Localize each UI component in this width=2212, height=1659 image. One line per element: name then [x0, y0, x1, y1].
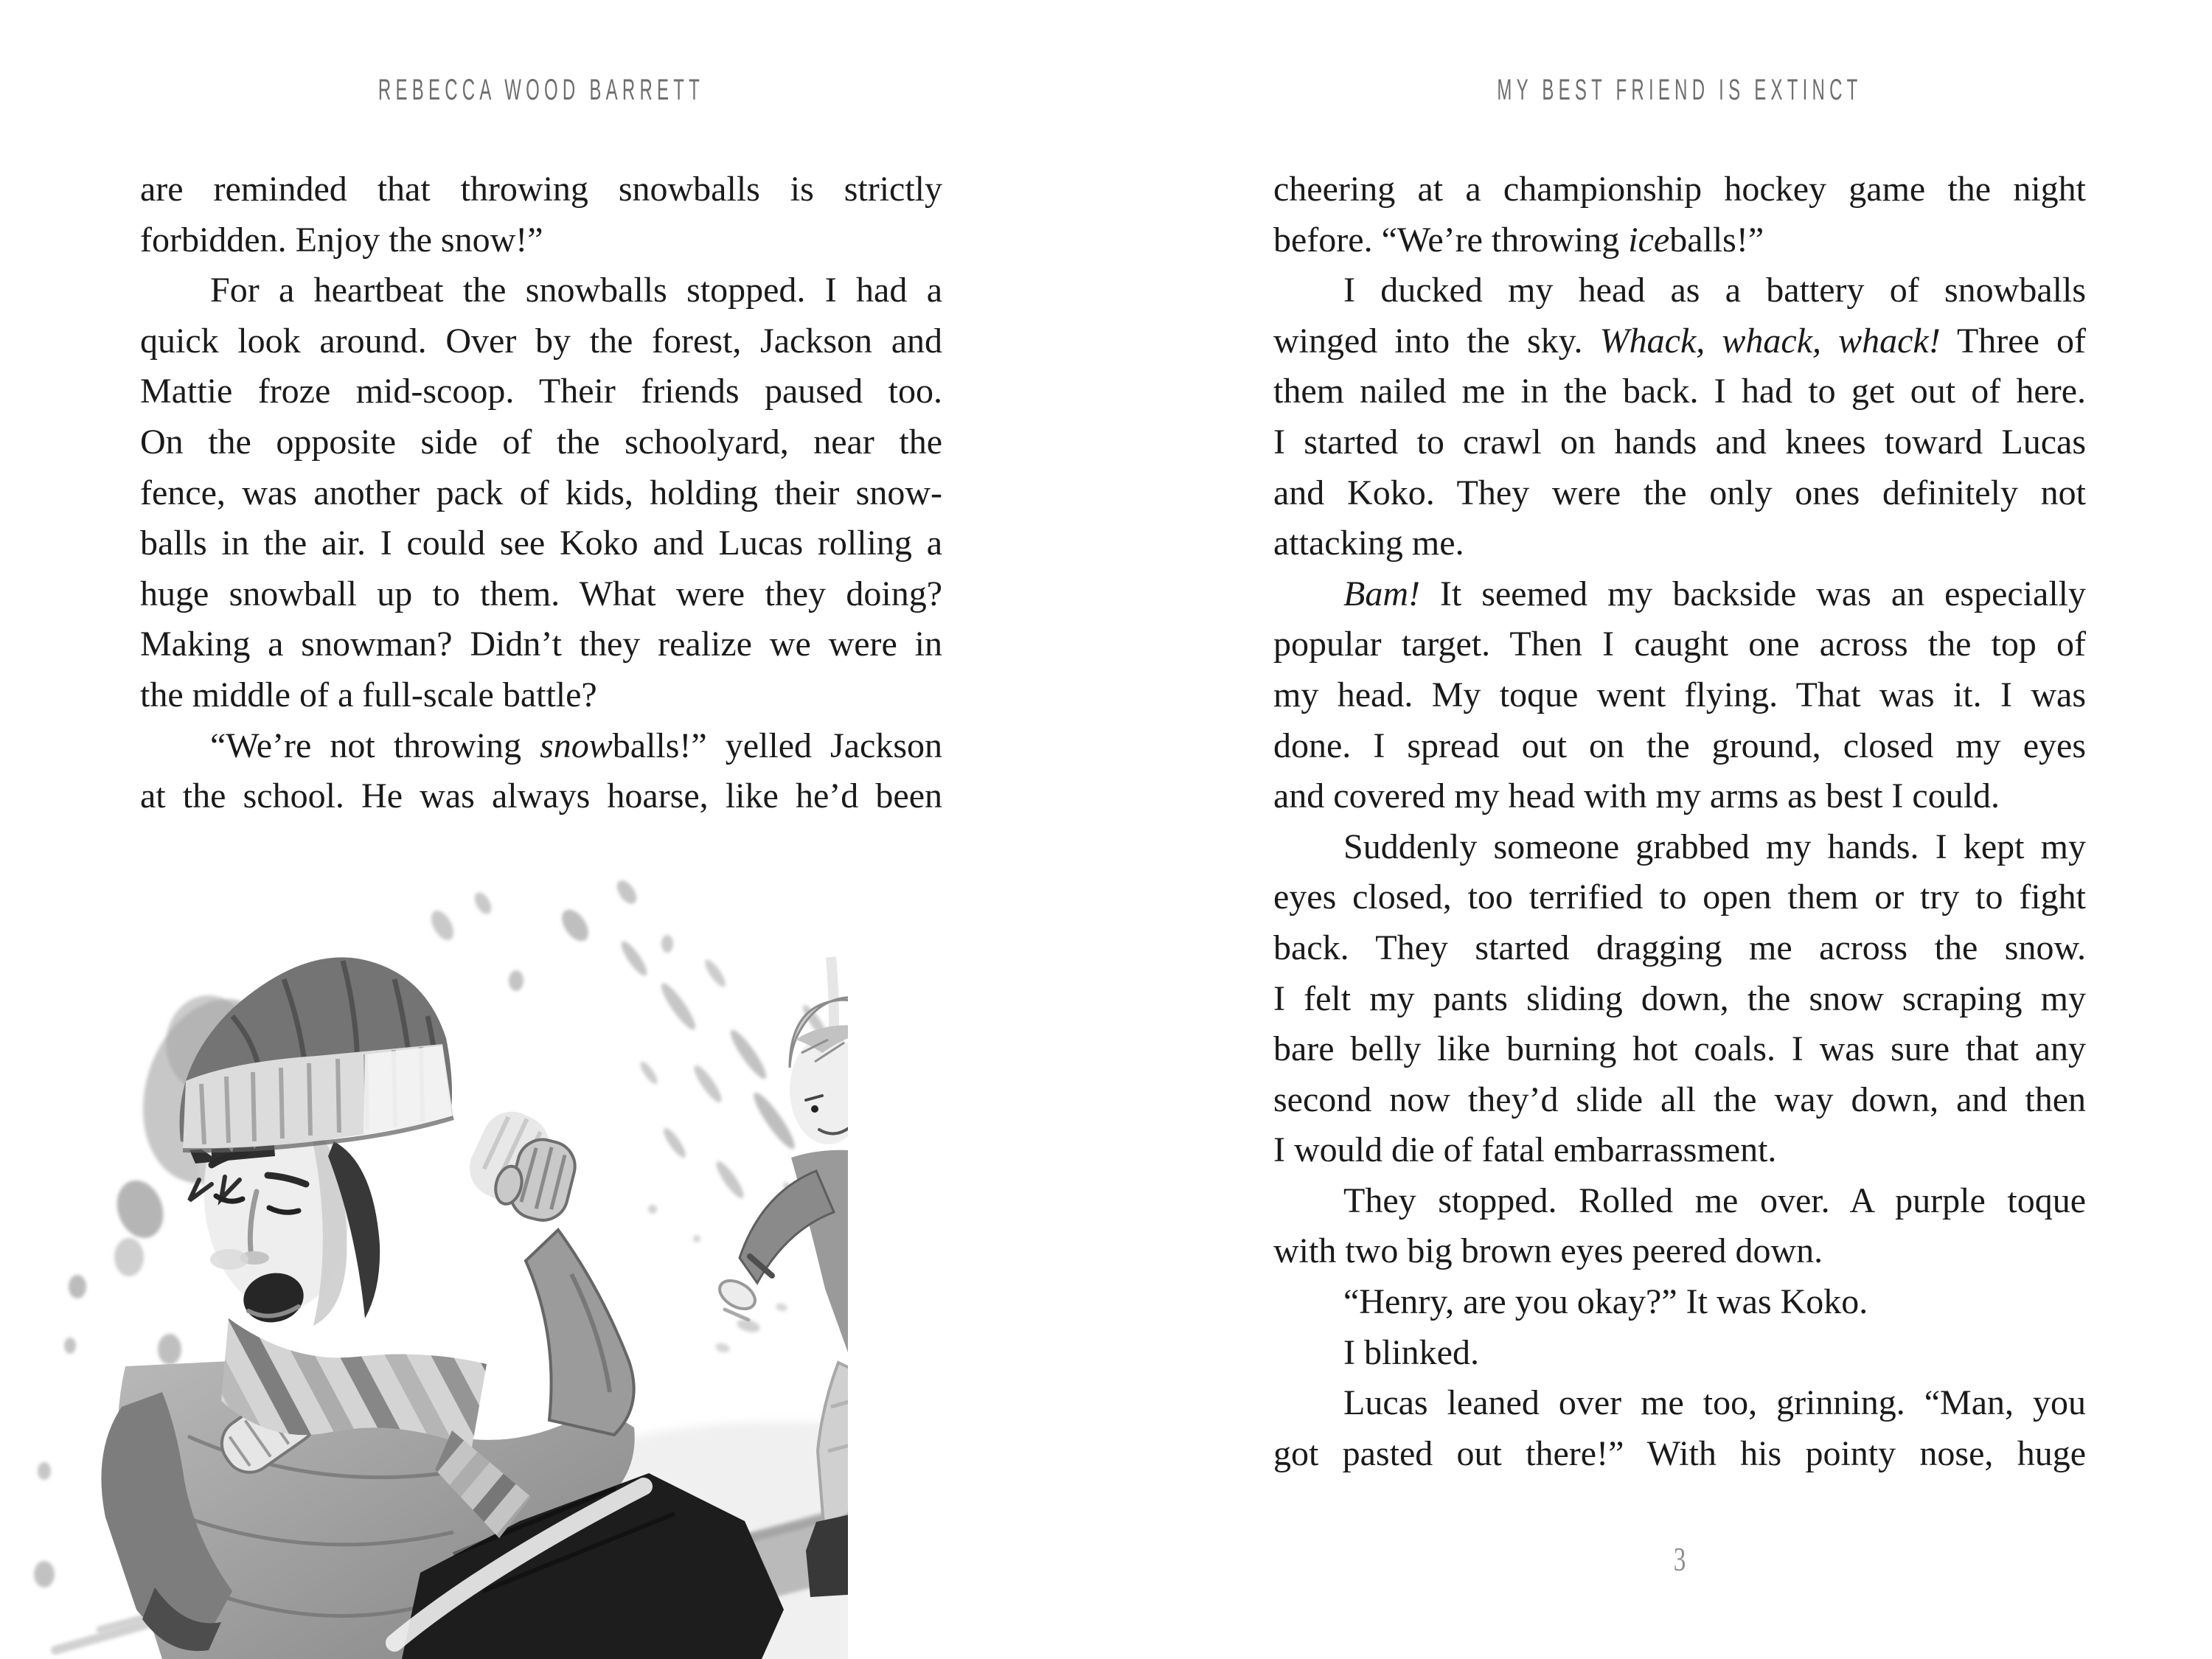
kid-a-front-leg — [818, 1363, 848, 1525]
text-line: attacking me. — [1273, 524, 1464, 563]
text-line: balls in the air. I could see Koko and Lucas rolling a — [140, 524, 942, 563]
text-line: bare belly like burning hot coals. I was sure that any — [1273, 1029, 2086, 1069]
text-line: and Koko. They were the only ones definitely not — [1273, 473, 2086, 512]
text-line: at the school. He was always hoarse, like he’d been — [140, 776, 942, 816]
left-page-text-column — [140, 164, 942, 822]
snowball-fight-illustration — [11, 846, 848, 1659]
text-line: Suddenly someone grabbed my hands. I kept my — [1343, 827, 2086, 866]
text-line: got pasted out there!” With his pointy nose, huge — [1273, 1433, 2086, 1473]
page-number: 3 — [1673, 1540, 1686, 1578]
text-line: For a heartbeat the snowballs stopped. I had a — [210, 271, 942, 310]
text-line: the middle of a full-scale battle? — [140, 675, 597, 714]
kid-a-face — [790, 1035, 848, 1144]
text-line: “Henry, are you okay?” It was Koko. — [1343, 1282, 1868, 1322]
running-head-author: REBECCA WOOD BARRETT — [378, 74, 705, 106]
text-line: They stopped. Rolled me over. A purple toque — [1343, 1180, 2086, 1220]
text-line: second now they’d slide all the way down, and then — [1273, 1079, 2086, 1119]
foreground-boy — [101, 957, 784, 1659]
text-line: Lucas leaned over me too, grinning. “Man, you — [1343, 1383, 2086, 1423]
text-line: done. I spread out on the ground, closed my eyes — [1273, 726, 2086, 765]
text-line: with two big brown eyes peered down. — [1273, 1231, 1823, 1271]
text-line: On the opposite side of the schoolyard, near the — [140, 422, 942, 462]
kid-a-hand — [714, 1275, 759, 1315]
text-line: are reminded that throwing snowballs is strictly — [140, 170, 942, 209]
text-line: winged into the sky. Whack, whack, whack! Three of — [1273, 321, 2087, 361]
running-head-title: MY BEST FRIEND IS EXTINCT — [1497, 74, 1863, 106]
text-line: I started to crawl on hands and knees toward Lucas — [1273, 422, 2086, 462]
text-line: my head. My toque went flying. That was it. I was — [1273, 675, 2086, 714]
text-line: I blinked. — [1343, 1332, 1479, 1372]
text-line: forbidden. Enjoy the snow!” — [140, 220, 543, 260]
text-line: popular target. Then I caught one across the top of — [1273, 625, 2086, 664]
text-line: Bam! It seemed my backside was an especially — [1343, 574, 2086, 613]
text-line: Mattie froze mid-scoop. Their friends paused too. — [140, 372, 942, 411]
text-line: eyes closed, too terrified to open them or try to fight — [1273, 877, 2086, 917]
right-page-text-column — [1273, 164, 2086, 1479]
text-line: “We’re not throwing snowballs!” yelled Jackson — [210, 726, 942, 765]
text-line: before. “We’re throwing iceballs!” — [1273, 220, 1764, 260]
text-line: I felt my pants sliding down, the snow scraping my — [1273, 978, 2086, 1018]
boy-right-arm — [526, 1230, 634, 1435]
text-line: I ducked my head as a battery of snowballs — [1343, 271, 2086, 310]
text-line: them nailed me in the back. I had to get out of here. — [1273, 372, 2086, 411]
text-line: quick look around. Over by the forest, Jackson and — [140, 321, 942, 361]
text-line: I would die of fatal embarrassment. — [1273, 1130, 1777, 1170]
text-line: and covered my head with my arms as best I could. — [1273, 776, 2000, 816]
text-line: huge snowball up to them. What were they doing? — [140, 574, 942, 613]
text-line: Making a snowman? Didn’t they realize we were in — [140, 625, 942, 664]
text-line: fence, was another pack of kids, holding their snow- — [140, 473, 942, 512]
text-line: cheering at a championship hockey game the night — [1273, 170, 2086, 209]
text-line: back. They started dragging me across the snow. — [1273, 928, 2086, 967]
